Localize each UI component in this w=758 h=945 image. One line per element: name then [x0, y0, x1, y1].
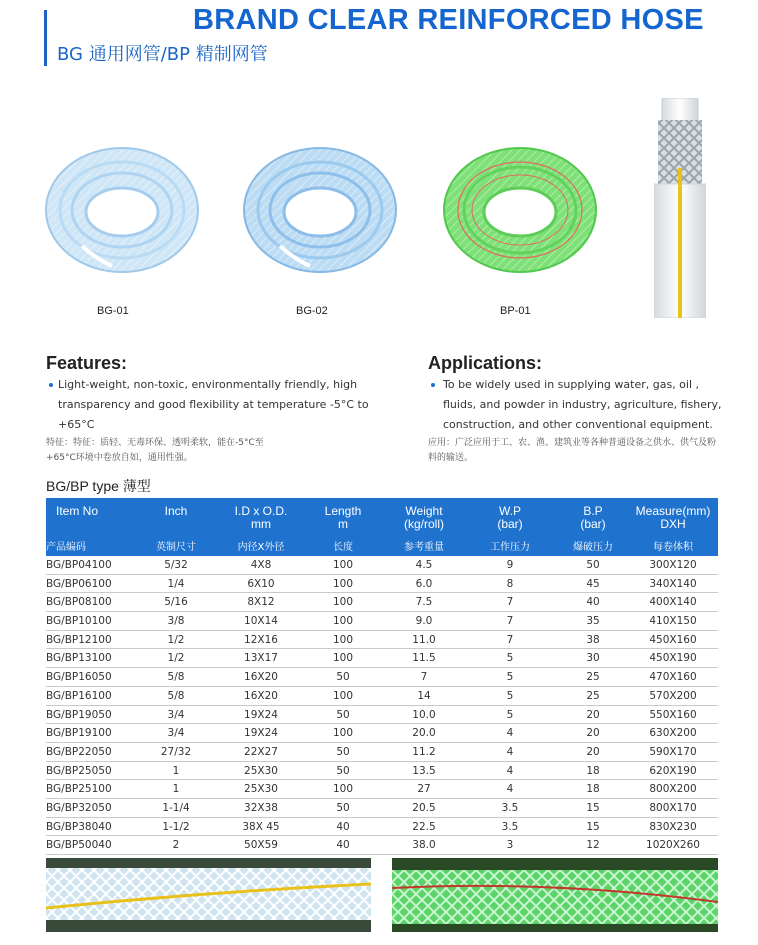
- table-cell: 340X140: [649, 577, 697, 590]
- table-cell: BG/BP16100: [46, 689, 112, 702]
- table-cell: 5: [506, 708, 514, 721]
- table-cell: 50: [336, 745, 350, 758]
- table-cell: 38: [586, 633, 600, 646]
- table-cell: BG/BP13100: [46, 652, 112, 665]
- column-header-cn: 工作压力: [490, 542, 530, 553]
- table-cell: 4X8: [250, 559, 272, 571]
- table-cell: 1/2: [167, 633, 185, 646]
- table-cell: 4.5: [415, 559, 433, 571]
- column-header-cn: 产品编码: [46, 542, 86, 553]
- table-cell: 100: [332, 615, 354, 628]
- table-cell: BG/BP32050: [46, 801, 112, 814]
- features-heading: Features:: [46, 353, 128, 373]
- table-cell: 570X200: [649, 689, 697, 702]
- table-cell: 16X20: [244, 671, 278, 684]
- table-cell: 7: [420, 671, 428, 684]
- table-cell: 20.5: [412, 801, 436, 814]
- column-header-cn: 英制尺寸: [156, 542, 196, 553]
- table-cell: 30: [586, 652, 600, 665]
- features-text: Light-weight, non-toxic, environmentally friendly, high transparency and good flexibility at temperature -5°C to +65°C: [58, 378, 369, 431]
- table-cell: 1: [172, 783, 180, 796]
- table-cell: BG/BP22050: [46, 745, 112, 758]
- table-cell: 27/32: [160, 745, 192, 758]
- table-cell: BG/BP08100: [46, 596, 112, 609]
- table-cell: 410X150: [649, 615, 697, 628]
- table-cell: 100: [332, 652, 354, 665]
- product-label-bp-01: BP-01: [500, 305, 531, 317]
- applications-heading: Applications:: [428, 353, 543, 373]
- table-cell: 5: [506, 689, 514, 702]
- table-cell: 40: [336, 820, 350, 833]
- table-cell: 7: [506, 633, 514, 646]
- column-header: Measure(mm) DXH: [635, 504, 711, 531]
- table-cell: 1: [172, 764, 180, 777]
- table-cell: 450X190: [649, 652, 697, 665]
- hose-closeup-image: [654, 98, 706, 318]
- table-cell: 3/4: [167, 727, 185, 740]
- spec-table: [46, 498, 718, 855]
- table-cell: 470X160: [649, 671, 697, 684]
- table-cell: 100: [332, 559, 354, 571]
- table-cell: 45: [586, 577, 600, 590]
- table-cell: 100: [332, 596, 354, 609]
- table-cell: 50: [336, 764, 350, 777]
- column-header: I.D x O.D. mm: [234, 504, 288, 531]
- table-cell: BG/BP25100: [46, 783, 112, 796]
- table-cell: 12: [586, 839, 600, 852]
- table-cell: 20: [586, 745, 600, 758]
- table-cell: 7: [506, 615, 514, 628]
- column-header: Item No: [56, 504, 99, 518]
- table-cell: 25: [586, 671, 600, 684]
- table-cell: 25X30: [244, 764, 278, 777]
- green-hose-photo: [392, 858, 718, 932]
- column-header-cn: 内径X外径: [237, 542, 285, 553]
- table-cell: 7.5: [415, 596, 433, 609]
- table-cell: 11.2: [412, 745, 436, 758]
- applications-bullet: [431, 383, 435, 387]
- table-cell: 1-1/4: [162, 801, 190, 814]
- table-cell: 19X24: [244, 708, 278, 721]
- table-cell: BG/BP12100: [46, 633, 112, 646]
- table-cell: 4: [506, 727, 514, 740]
- table-cell: 3/8: [167, 615, 185, 628]
- table-cell: 38X 45: [242, 820, 280, 833]
- table-cell: 1-1/2: [162, 820, 190, 833]
- table-cell: 11.0: [412, 633, 436, 646]
- table-cell: 32X38: [244, 801, 278, 814]
- table-cell: 22.5: [412, 820, 436, 833]
- table-row: [46, 649, 718, 668]
- table-cell: 15: [586, 801, 600, 814]
- table-cell: 25: [586, 689, 600, 702]
- table-row: [46, 762, 718, 781]
- applications-text: To be widely used in supplying water, gas, oil , fluids, and powder in industry, agriculture, fishery, construction, and other conventional equipment.: [443, 378, 722, 431]
- table-row: [46, 780, 718, 799]
- column-header: Inch: [164, 504, 188, 518]
- table-cell: 50: [336, 708, 350, 721]
- table-cell: 40: [336, 839, 350, 852]
- table-cell: 5/16: [164, 596, 188, 609]
- table-cell: BG/BP19050: [46, 708, 112, 721]
- table-cell: 10.0: [412, 708, 436, 721]
- table-cell: 630X200: [649, 727, 697, 740]
- column-header-cn: 爆破压力: [573, 542, 613, 553]
- table-cell: 18: [586, 783, 600, 796]
- product-label-bg-01: BG-01: [97, 305, 129, 317]
- table-cell: BG/BP38040: [46, 820, 112, 833]
- table-row: [46, 687, 718, 706]
- table-cell: 100: [332, 577, 354, 590]
- table-cell: 11.5: [412, 652, 436, 665]
- table-cell: BG/BP04100: [46, 559, 112, 571]
- table-cell: BG/BP25050: [46, 764, 112, 777]
- applications-cn-text: 应用：广泛应用于工、农、渔、建筑业等各种普通设备之供水、供气及粉料的输送。: [428, 438, 717, 463]
- table-cell: 100: [332, 689, 354, 702]
- table-row: [46, 593, 718, 612]
- table-row: [46, 631, 718, 650]
- column-header: W.P (bar): [497, 504, 523, 531]
- table-cell: 5: [506, 652, 514, 665]
- clear-hose-photo: [46, 858, 371, 932]
- table-cell: 20: [586, 727, 600, 740]
- table-cell: 20: [586, 708, 600, 721]
- table-cell: 19X24: [244, 727, 278, 740]
- table-body: [46, 556, 718, 855]
- table-cell: 620X190: [649, 764, 697, 777]
- column-header: Length m: [324, 504, 362, 531]
- table-cell: 7: [506, 596, 514, 609]
- table-cell: 590X170: [649, 745, 697, 758]
- column-header: B.P (bar): [580, 504, 606, 531]
- table-cell: 3/4: [167, 708, 185, 721]
- column-header-cn: 长度: [333, 542, 353, 553]
- table-cell: 40: [586, 596, 600, 609]
- header-accent-bar: [44, 10, 47, 66]
- table-cell: 10X14: [244, 615, 278, 628]
- column-header: Weight (kg/roll): [403, 504, 444, 531]
- table-cell: 20.0: [412, 727, 436, 740]
- table-cell: 100: [332, 633, 354, 646]
- table-cell: 2: [172, 839, 180, 852]
- table-cell: 22X27: [244, 745, 278, 758]
- table-row: [46, 668, 718, 687]
- table-cell: 800X170: [649, 801, 697, 814]
- table-cell: 450X160: [649, 633, 697, 646]
- table-cell: 9: [506, 559, 514, 571]
- table-row: [46, 706, 718, 725]
- table-cell: 830X230: [649, 820, 697, 833]
- table-cell: 3.5: [501, 820, 519, 833]
- table-cell: 5/32: [164, 559, 188, 571]
- table-row: [46, 743, 718, 762]
- table-cell: 27: [417, 783, 431, 796]
- product-image-bg-01: [42, 128, 202, 278]
- table-cell: 100: [332, 783, 354, 796]
- table-row: [46, 724, 718, 743]
- table-cell: 1020X260: [646, 839, 700, 852]
- table-cell: 5/8: [167, 689, 185, 702]
- table-row: [46, 575, 718, 594]
- table-cell: 50X59: [244, 839, 278, 852]
- table-cell: 50: [336, 671, 350, 684]
- table-cell: 15: [586, 820, 600, 833]
- table-header: [46, 498, 718, 556]
- table-cell: 38.0: [412, 839, 436, 852]
- table-cell: 4: [506, 745, 514, 758]
- table-row: [46, 612, 718, 631]
- table-row: [46, 836, 718, 855]
- table-cell: 25X30: [244, 783, 278, 796]
- table-cell: 6X10: [247, 577, 275, 590]
- table-row: [46, 556, 718, 575]
- table-cell: 35: [586, 615, 600, 628]
- table-cell: 18: [586, 764, 600, 777]
- table-cell: 50: [586, 559, 600, 571]
- product-image-bp-01: [440, 128, 600, 278]
- table-cell: 4: [506, 764, 514, 777]
- table-cell: 3: [506, 839, 514, 852]
- table-cell: 16X20: [244, 689, 278, 702]
- table-cell: 14: [417, 689, 431, 702]
- product-label-bg-02: BG-02: [296, 305, 328, 317]
- table-cell: BG/BP19100: [46, 727, 112, 740]
- table-cell: 550X160: [649, 708, 697, 721]
- table-row: [46, 818, 718, 837]
- table-type-title: BG/BP type 薄型: [46, 478, 151, 494]
- table-cell: BG/BP16050: [46, 671, 112, 684]
- product-image-bg-02: [240, 128, 400, 278]
- table-cell: 1/2: [167, 652, 185, 665]
- page-title: BRAND CLEAR REINFORCED HOSE: [193, 4, 704, 36]
- table-cell: 50: [336, 801, 350, 814]
- table-cell: BG/BP06100: [46, 577, 112, 590]
- table-cell: 9.0: [415, 615, 433, 628]
- table-cell: 5/8: [167, 671, 185, 684]
- table-cell: 8X12: [247, 596, 275, 609]
- table-cell: 100: [332, 727, 354, 740]
- table-cell: BG/BP10100: [46, 615, 112, 628]
- table-cell: BG/BP50040: [46, 839, 112, 852]
- table-cell: 800X200: [649, 783, 697, 796]
- table-cell: 5: [506, 671, 514, 684]
- table-cell: 13X17: [244, 652, 278, 665]
- table-cell: 12X16: [244, 633, 278, 646]
- table-cell: 3.5: [501, 801, 519, 814]
- table-cell: 8: [506, 577, 514, 590]
- table-cell: 4: [506, 783, 514, 796]
- table-cell: 400X140: [649, 596, 697, 609]
- table-row: [46, 799, 718, 818]
- column-header-cn: 每卷体积: [653, 542, 693, 553]
- page-subtitle: BG 通用网管/BP 精制网管: [57, 44, 268, 65]
- table-cell: 300X120: [649, 559, 697, 571]
- table-cell: 1/4: [167, 577, 185, 590]
- column-header-cn: 参考重量: [404, 542, 444, 553]
- table-cell: 13.5: [412, 764, 436, 777]
- table-cell: 6.0: [415, 577, 433, 590]
- features-bullet: [49, 383, 53, 387]
- features-cn-text: 特征：特征：质轻、无毒环保、透明柔软，能在-5°C至+65°C环境中卷放自如，通用性强。: [46, 438, 264, 463]
